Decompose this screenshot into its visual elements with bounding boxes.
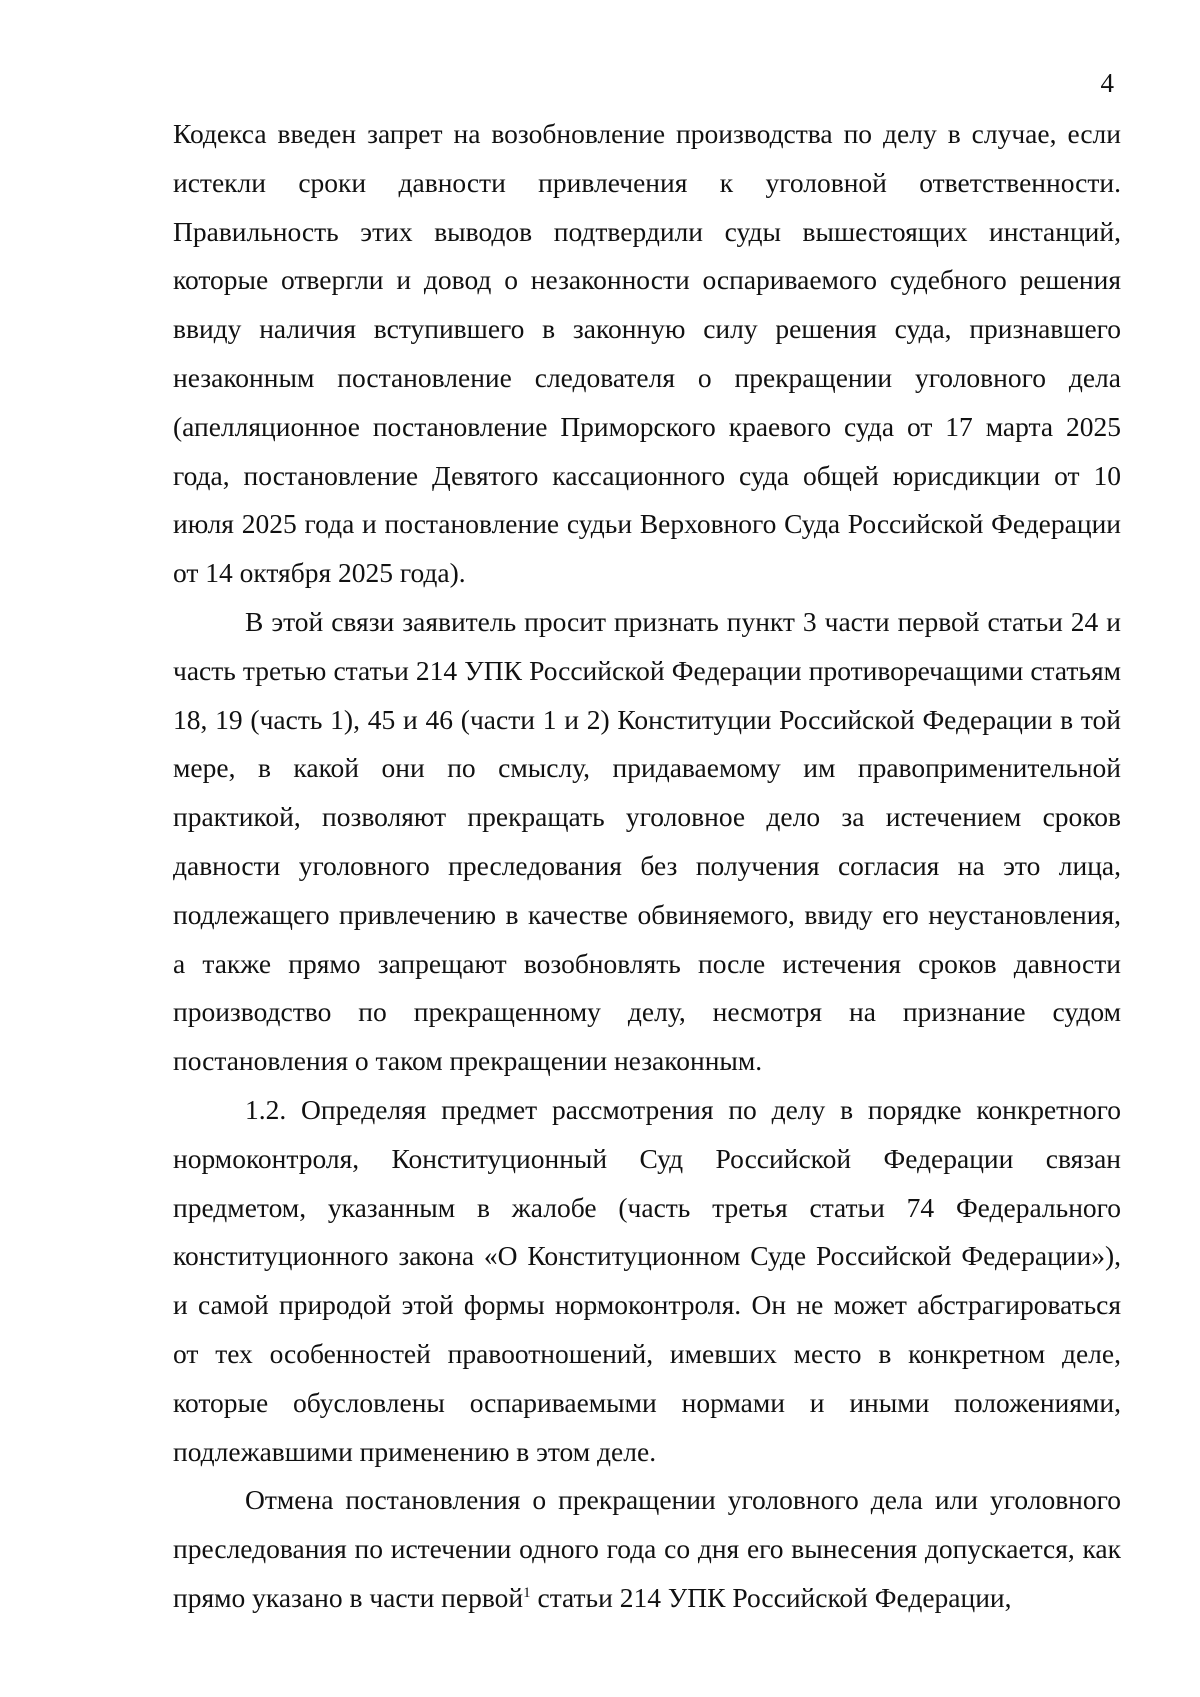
paragraph-cancellation-text-before: Отмена постановления о прекращении уголовного дела или уголовного преследования по истечении одного года со дня его вынесения допускается, как прямо указано в части первой bbox=[173, 1484, 1121, 1613]
paragraph-applicant-request: В этой связи заявитель просит признать пункт 3 части первой статьи 24 и часть третью статьи 214 УПК Российской Федерации противоречащими статьям 18, 19 (часть 1), 45 и 46 (части 1 и 2) Конституции Российской Федерации в той мере, в какой они по смыслу, придаваемому им правоприменительной практикой, позволяют прекращать уголовное дело за истечением сроков давности уголовного преследования без получения согласия на это лица, подлежащего привлечению в качестве обвиняемого, ввиду его неустановления, а также прямо запрещают возобновлять после истечения сроков давности производство по прекращенному делу, несмотря на признание судом постановления о таком прекращении незаконным. bbox=[173, 605, 1121, 1077]
paragraph-cancellation bbox=[173, 1476, 1121, 1622]
page-number: 4 bbox=[1100, 68, 1114, 98]
paragraph-cancellation-text-after: статьи 214 УПК Российской Федерации, bbox=[530, 1581, 1012, 1613]
superscript-marker: 1 bbox=[523, 1584, 531, 1601]
paragraph-continuation: Кодекса введен запрет на возобновление производства по делу в случае, если истекли сроки давности привлечения к уголовной ответственности. Правильность этих выводов подтвердили суды вышестоящих инстанций, которые отвергли и довод о незаконности оспариваемого судебного решения ввиду наличия вступившего в законную силу решения суда, признавшего незаконным постановление следователя о прекращении уголовного дела (апелляционное постановление Приморского краевого суда от 17 марта 2025 года, постановление Девятого кассационного суда общей юрисдикции от 10 июля 2025 года и постановление судьи Верховного Суда Российской Федерации от 14 октября 2025 года). bbox=[173, 118, 1121, 589]
document-body bbox=[173, 110, 1121, 1623]
paragraph-section-1-2: 1.2. Определяя предмет рассмотрения по делу в порядке конкретного нормоконтроля, Конституционный Суд Российской Федерации связан предметом, указанным в жалобе (часть третья статьи 74 Федерального конституционного закона «О Конституционном Суде Российской Федерации»), и самой природой этой формы нормоконтроля. Он не может абстрагироваться от тех особенностей правоотношений, имевших место в конкретном деле, которые обусловлены оспариваемыми нормами и иными положениями, подлежавшими применению в этом деле. bbox=[173, 1093, 1121, 1467]
